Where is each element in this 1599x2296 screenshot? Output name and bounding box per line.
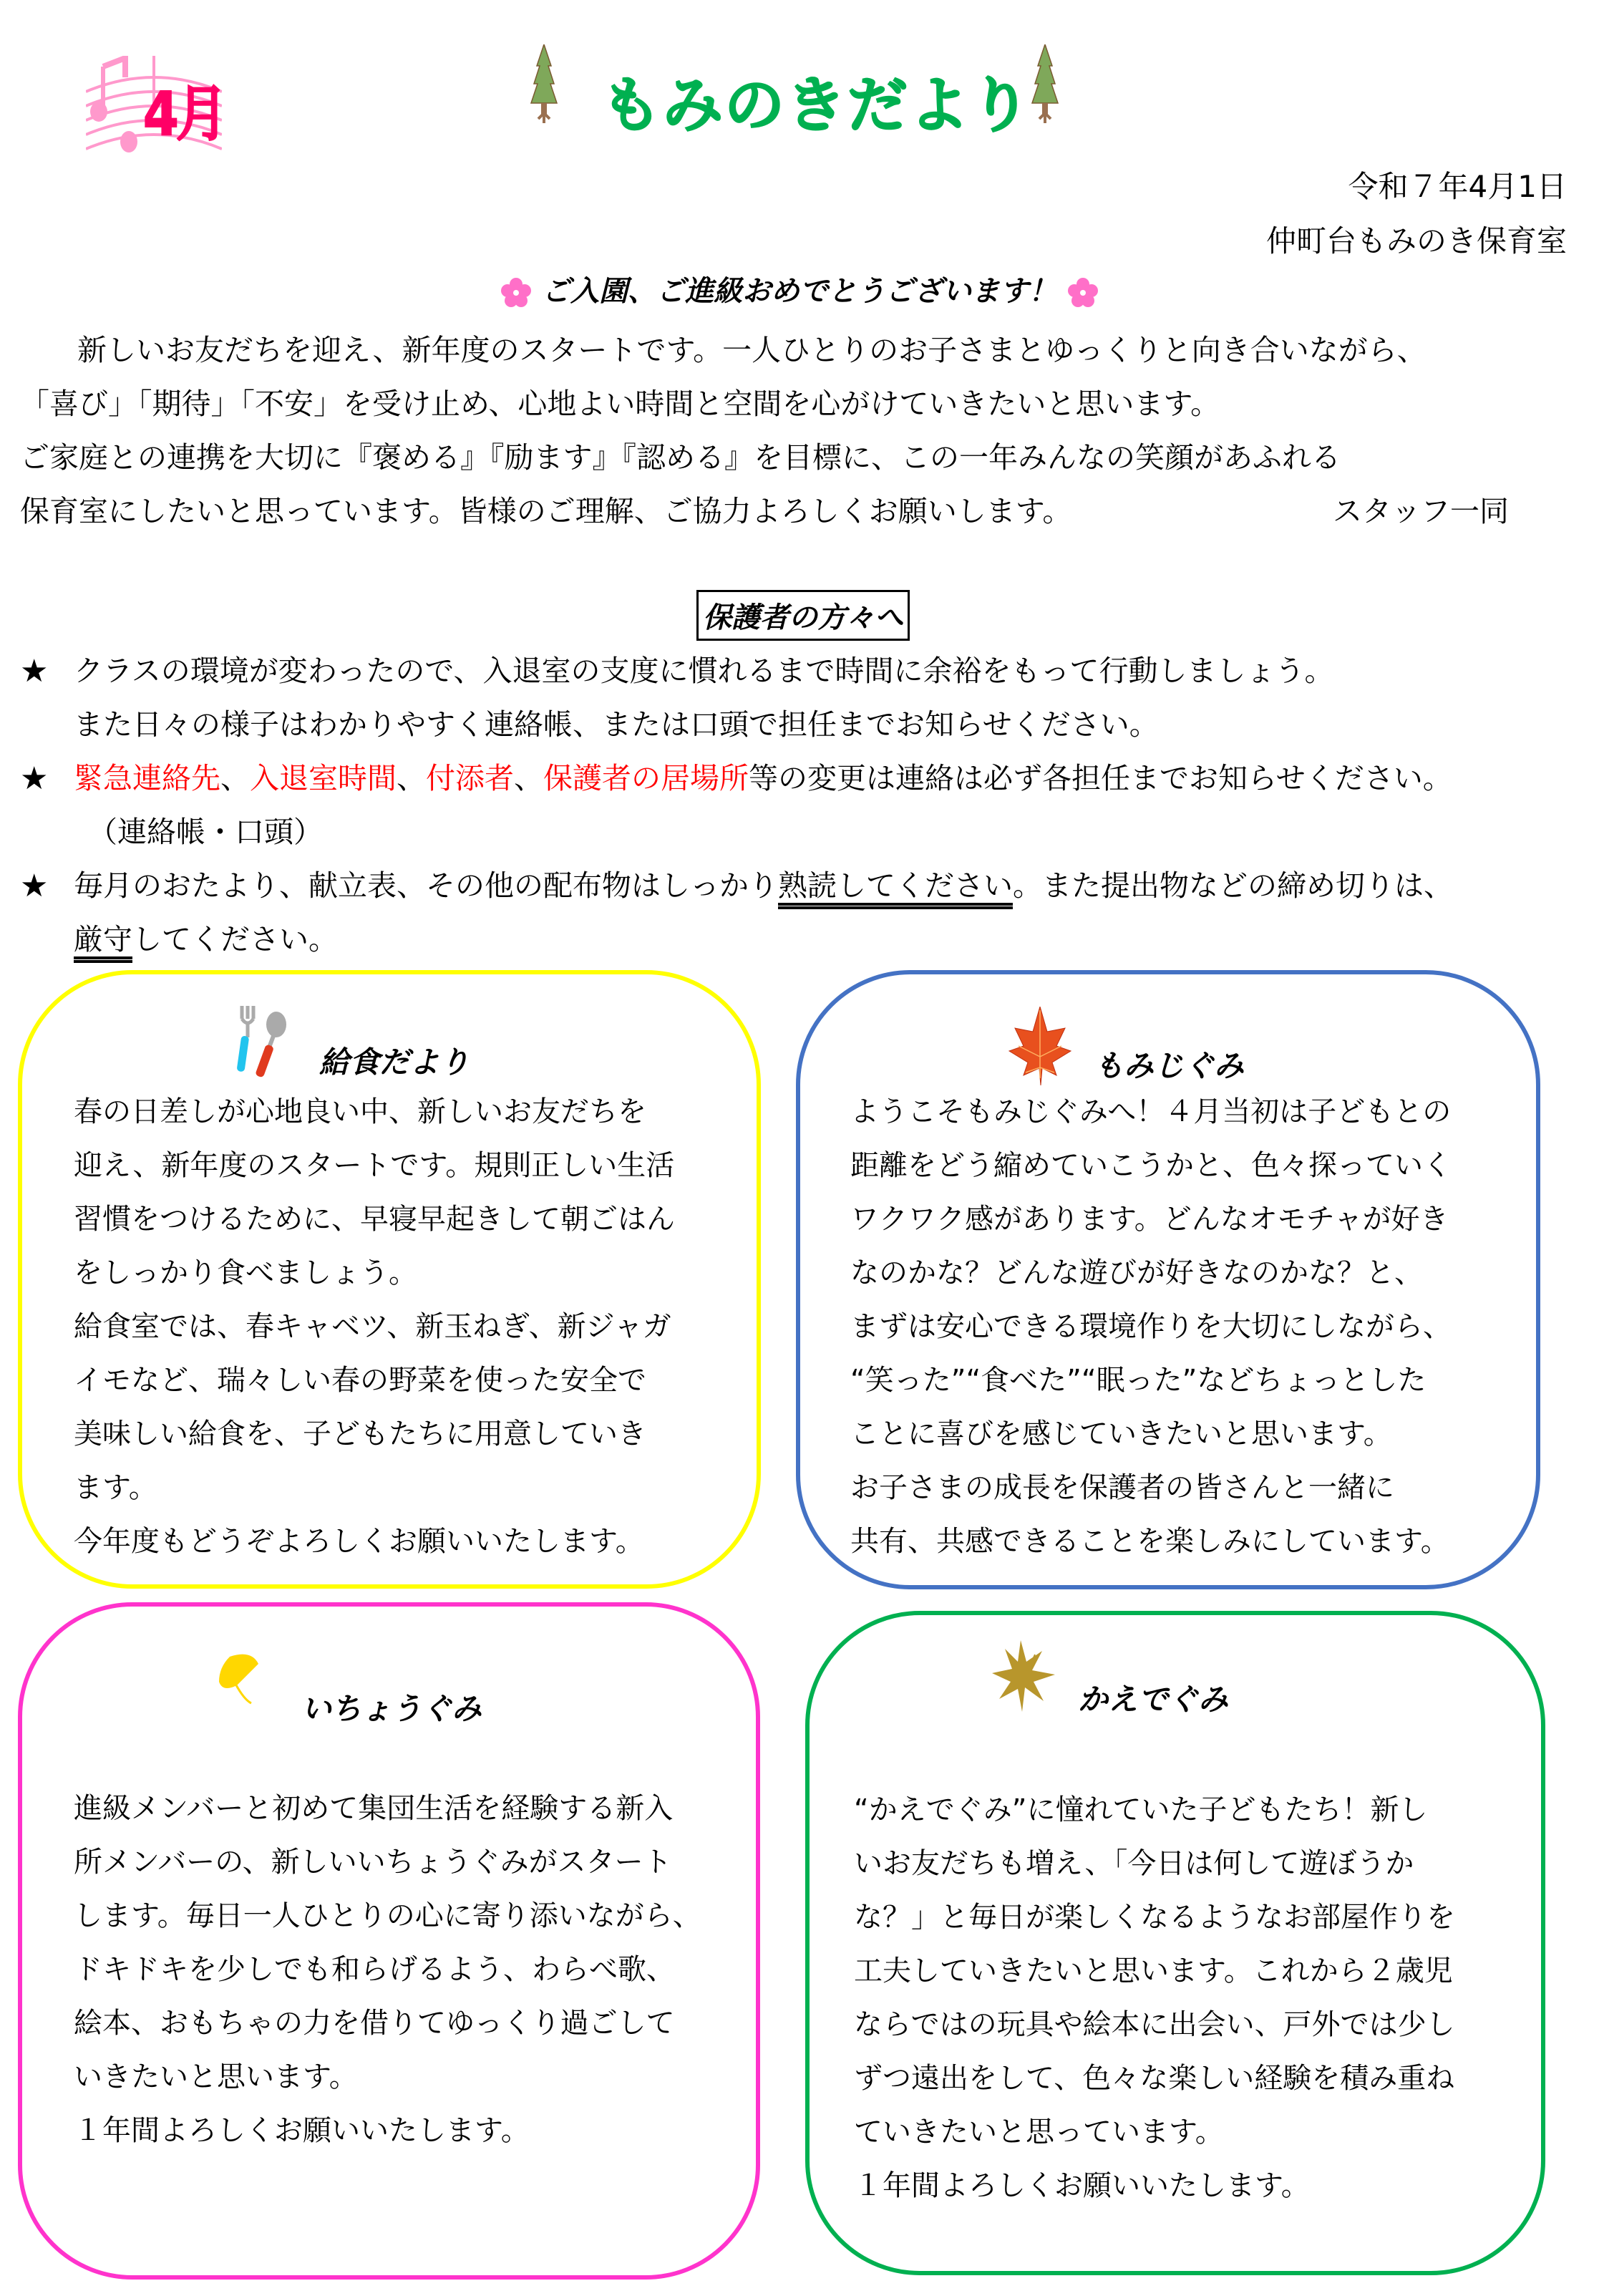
- star-bullet-icon: ★: [20, 868, 49, 904]
- box-line: “かえでぐみ”に憧れていた子どもたち！新し: [854, 1793, 1428, 1826]
- separator: 、: [397, 761, 426, 795]
- greeting-heading-text: ご入園、ご進級おめでとうございます！: [542, 275, 1057, 308]
- box-line: 所メンバーの、新しいいちょうぐみがスタート: [74, 1846, 672, 1879]
- box-header: [215, 1650, 482, 1728]
- box-title: いちょうぐみ: [301, 1691, 482, 1726]
- intro-line: 新しいお友だちを迎え、新年度のスタートです。一人ひとりのお子さまとゆっくりと向き合いながら、: [77, 333, 1427, 367]
- box-line: なのかな？どんな遊びが好きなのかな？と、: [850, 1256, 1423, 1289]
- intro-paragraph: [20, 324, 1580, 538]
- box-line: お子さまの成長を保護者の皆さんと一緒に: [850, 1471, 1394, 1504]
- box-line: “笑った”“食べた”“眠った”などちょっとした: [850, 1364, 1427, 1397]
- box-line: 今年度もどうぞよろしくお願いいたします。: [74, 1525, 644, 1558]
- box-line: ワクワク感があります。どんなオモチャが好き: [850, 1203, 1449, 1236]
- box-line: １年間よろしくお願いいたします。: [854, 2169, 1310, 2202]
- box-body: [74, 1085, 675, 1569]
- box-body: [74, 1782, 701, 2158]
- title-text: もみのきだより: [601, 70, 1033, 140]
- box-title: かえでぐみ: [1078, 1682, 1229, 1717]
- box-title: もみじぐみ: [1094, 1048, 1245, 1083]
- parents-notices: [20, 644, 1595, 967]
- intro-line-last: [20, 485, 1580, 538]
- notice-text: また日々の様子はわかりやすく連絡帳、または口頭で担任までお知らせください。: [74, 707, 1159, 742]
- box-line: 迎え、新年度のスタートです。規則正しい生活: [74, 1149, 675, 1182]
- box-header: [1008, 1007, 1244, 1085]
- maple-leaf-icon: [1008, 1007, 1072, 1085]
- notice-item: [20, 644, 1595, 752]
- box-body: [850, 1085, 1452, 1569]
- ginkgo-leaf-icon: [215, 1650, 280, 1728]
- kaede-leaf-icon: [992, 1640, 1056, 1719]
- notice-part: 毎月のおたより、献立表、その他の配布物はしっかり: [74, 868, 778, 903]
- box-line: をしっかり食べましょう。: [74, 1256, 417, 1289]
- box-line: ようこそもみじぐみへ！４月当初は子どもとの: [850, 1095, 1452, 1128]
- notice-text: クラスの環境が変わったので、入退室の支度に慣れるまで時間に余裕をもって行動しましょう。: [74, 654, 1334, 688]
- star-bullet-icon: ★: [20, 760, 49, 797]
- greeting-heading: [0, 268, 1599, 309]
- icho-box: [18, 1602, 760, 2280]
- box-line: ていきたいと思っています。: [854, 2116, 1224, 2149]
- red-term: 緊急連絡先: [74, 761, 220, 795]
- kaede-box: [805, 1611, 1545, 2275]
- box-line: ます。: [74, 1471, 157, 1504]
- notice-text: [74, 859, 1595, 913]
- intro-line: ご家庭との連携を大切に『褒める』『励ます』『認める』を目標に、この一年みんなの笑顔があふれる: [20, 440, 1341, 475]
- box-line: ことに喜びを感じていきたいと思います。: [850, 1418, 1392, 1450]
- fork-spoon-icon: [233, 1003, 298, 1082]
- newsletter-title: [530, 44, 1088, 140]
- box-line: 習慣をつけるために、早寝早起きして朝ごはん: [74, 1203, 675, 1236]
- box-line: 春の日差しが心地良い中、新しいお友だちを: [74, 1095, 646, 1128]
- notice-text: （連絡帳・口頭）: [88, 815, 323, 849]
- box-line: ずつ遠出をして、色々な楽しい経験を積み重ね: [854, 2062, 1455, 2095]
- box-line: いきたいと思います。: [74, 2060, 358, 2093]
- intro-line: 「喜び」「期待」「不安」を受け止め、心地よい時間と空間を心がけていきたいと思います。: [20, 387, 1220, 421]
- organization-name: 仲町台もみのき保育室: [1265, 223, 1567, 258]
- separator: 、: [514, 761, 543, 795]
- underlined-text: 熟読してください: [778, 868, 1013, 903]
- box-line: します。毎日一人ひとりの心に寄り添いながら、: [74, 1899, 701, 1932]
- separator: 、: [220, 761, 250, 795]
- box-line: 工夫していきたいと思います。これから２歳児: [854, 1954, 1453, 1987]
- sakura-icon: [500, 277, 532, 309]
- notice-rest: 等の変更は連絡は必ず各担任までお知らせください。: [749, 761, 1452, 795]
- box-line: 共有、共感できることを楽しみにしています。: [850, 1525, 1449, 1558]
- red-term: 保護者の居場所: [543, 761, 749, 795]
- box-line: いお友だちも増え、「今日は何して遊ぼうか: [854, 1847, 1414, 1880]
- star-bullet-icon: ★: [20, 653, 49, 689]
- month-label: 4月: [143, 79, 225, 149]
- momiji-box: [796, 970, 1540, 1589]
- parents-section-title: 保護者の方々へ: [696, 590, 910, 641]
- month-badge: [86, 50, 286, 150]
- box-line: 絵本、おもちゃの力を借りてゆっくり過ごして: [74, 2007, 675, 2040]
- box-line: ドキドキを少しでも和らげるよう、わらべ歌、: [74, 1953, 675, 1986]
- box-header: [992, 1640, 1228, 1719]
- box-body: [854, 1783, 1455, 2213]
- box-line: まずは安心できる環境作りを大切にしながら、: [850, 1310, 1452, 1343]
- notice-item: [20, 752, 1595, 859]
- notice-item: [20, 859, 1595, 967]
- intro-line: 保育室にしたいと思っています。皆様のご理解、ご協力よろしくお願いします。: [20, 494, 1072, 528]
- box-line: １年間よろしくお願いいたします。: [74, 2114, 530, 2147]
- notice-text: [74, 752, 1595, 805]
- red-term: 入退室時間: [250, 761, 397, 795]
- box-line: 距離をどう縮めていこうかと、色々探っていく: [850, 1149, 1452, 1182]
- box-header: [233, 1003, 470, 1082]
- red-term: 付添者: [426, 761, 514, 795]
- staff-signature: スタッフ一同: [1333, 494, 1509, 528]
- box-line: 給食室では、春キャベツ、新玉ねぎ、新ジャガ: [74, 1310, 671, 1343]
- box-line: イモなど、瑞々しい春の野菜を使った安全で: [74, 1364, 646, 1397]
- issue-date: 令和７年4月1日: [1348, 169, 1567, 204]
- kyushoku-box: [18, 970, 761, 1589]
- notice-part: 。また提出物などの締め切りは、: [1013, 868, 1453, 903]
- notice-text: [74, 913, 1595, 967]
- underlined-text: 厳守: [74, 922, 132, 956]
- notice-part: してください。: [132, 922, 338, 956]
- box-line: ならではの玩具や絵本に出会い、戸外では少し: [854, 2008, 1455, 2041]
- box-title: 給食だより: [319, 1045, 470, 1080]
- box-line: 美味しい給食を、子どもたちに用意していき: [74, 1418, 646, 1450]
- fir-tree-icon: [1031, 44, 1059, 123]
- fir-tree-icon: [530, 44, 558, 123]
- sakura-icon: [1067, 277, 1099, 309]
- box-line: な？」と毎日が楽しくなるようなお部屋作りを: [854, 1901, 1455, 1934]
- box-line: 進級メンバーと初めて集団生活を経験する新入: [74, 1792, 674, 1825]
